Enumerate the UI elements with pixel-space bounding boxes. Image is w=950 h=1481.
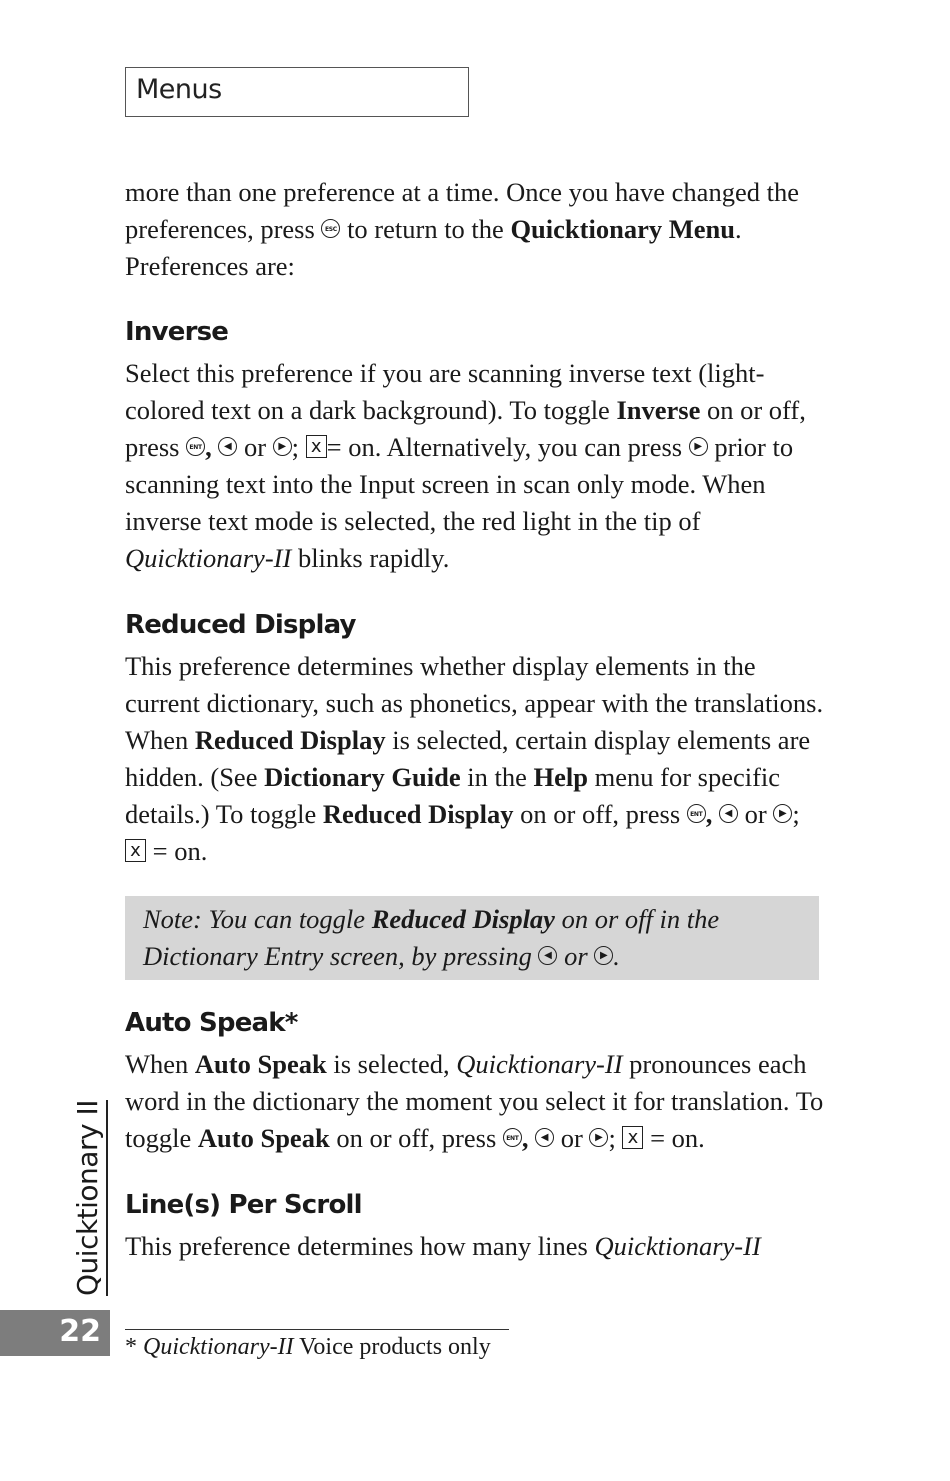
checkbox-icon: x xyxy=(306,435,327,458)
esc-key-icon: ESC xyxy=(321,219,340,238)
ent-key-icon: ENT xyxy=(687,804,706,823)
side-product-label: Quicktionary II xyxy=(70,1100,108,1296)
running-header xyxy=(125,67,469,117)
page-number: 22 xyxy=(59,1314,101,1349)
page-number-tab xyxy=(0,1310,110,1356)
footnote-divider xyxy=(125,1329,509,1330)
left-arrow-key-icon: ◀ xyxy=(535,1128,554,1147)
ent-key-icon: ENT xyxy=(186,437,205,456)
intro-paragraph: more than one preference at a time. Once you have changed the preferences, press ESC to return to the Quicktionary Menu. Preferences are: xyxy=(125,177,799,281)
right-arrow-key-icon: ▶ xyxy=(273,437,292,456)
right-arrow-key-icon: ▶ xyxy=(594,946,613,965)
auto-speak-paragraph: When Auto Speak is selected, Quicktionary-II pronounces each word in the dictionary the moment you select it for translation. To toggle Auto Speak on or off, press ENT , ◀ or ▶ ; x = on. xyxy=(125,1049,824,1153)
right-arrow-key-icon: ▶ xyxy=(689,437,708,456)
checkbox-icon: x xyxy=(622,1126,643,1149)
right-arrow-key-icon: ▶ xyxy=(589,1128,608,1147)
left-arrow-key-icon: ◀ xyxy=(719,804,738,823)
inverse-heading: Inverse xyxy=(125,317,229,347)
ent-key-icon: ENT xyxy=(503,1128,522,1147)
left-arrow-key-icon: ◀ xyxy=(218,437,237,456)
page-content xyxy=(125,174,825,1265)
note-box: Note: You can toggle Reduced Display on or off in the Dictionary Entry screen, by pressing ◀ or ▶ . xyxy=(125,896,819,980)
right-arrow-key-icon: ▶ xyxy=(773,804,792,823)
inverse-paragraph: Select this preference if you are scanning inverse text (light-colored text on a dark background). To toggle Inverse on or off, press ENT , ◀ or ▶ ; x = on. Alternatively, you can press ▶ prior to scanning text into the Input screen in scan only mode. When inverse text mode is selected, the red light in the tip of Quicktionary-II blinks rapidly. xyxy=(125,358,806,573)
reduced-display-paragraph: This preference determines whether display elements in the current dictionary, such as phonetics, appear with the translations. When Reduced Display is selected, certain display elements are hidden. (See Dictionary Guide in the Help menu for specific details.) To toggle Reduced Display on or off, press ENT , ◀ or ▶ ; x = on. xyxy=(125,651,824,866)
reduced-display-heading: Reduced Display xyxy=(125,610,356,640)
lines-per-scroll-heading: Line(s) Per Scroll xyxy=(125,1190,362,1220)
footnote: * Quicktionary-II Voice products only xyxy=(125,1334,491,1360)
lines-per-scroll-paragraph: This preference determines how many lines Quicktionary-II xyxy=(125,1231,761,1261)
running-header-title: Menus xyxy=(136,74,222,105)
checkbox-icon: x xyxy=(125,839,146,862)
left-arrow-key-icon: ◀ xyxy=(538,946,557,965)
auto-speak-heading: Auto Speak* xyxy=(125,1008,298,1038)
